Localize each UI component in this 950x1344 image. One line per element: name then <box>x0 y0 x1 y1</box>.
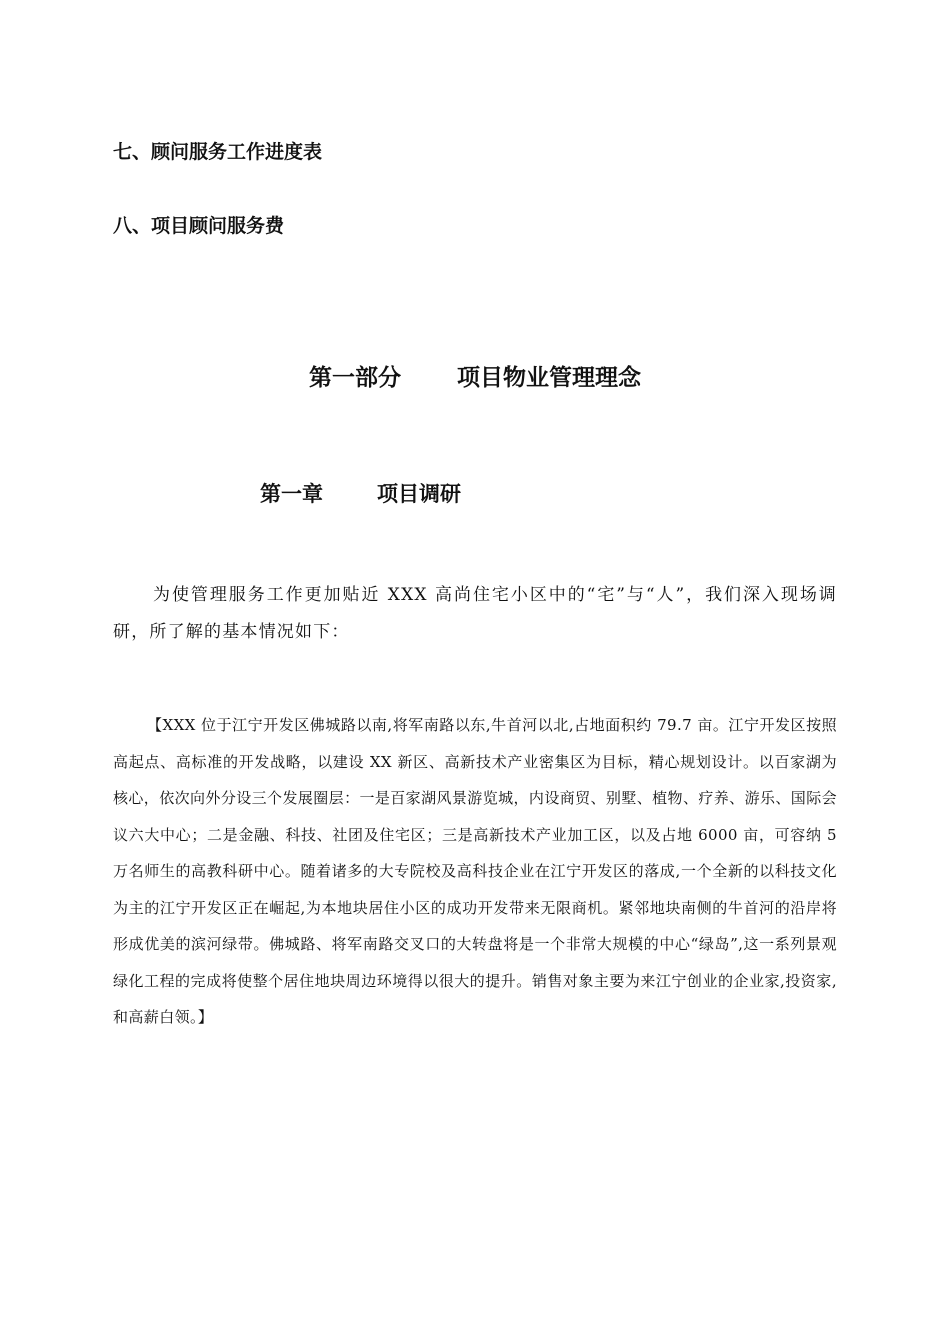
chapter-number: 第一章 <box>260 482 323 506</box>
chapter-heading <box>260 480 461 508</box>
chapter-title: 项目调研 <box>377 482 461 506</box>
intro-paragraph: 为使管理服务工作更加贴近 XXX 高尚住宅小区中的“宅”与“人”，我们深入现场调研，所了解的基本情况如下： <box>113 585 837 642</box>
part-heading <box>0 363 950 393</box>
toc-item-7: 七、顾问服务工作进度表 <box>113 141 323 163</box>
part-number: 第一部分 <box>309 365 401 391</box>
research-paragraph: 【XXX 位于江宁开发区佛城路以南,将军南路以东,牛首河以北,占地面积约 79.7 亩。江宁开发区按照高起点、高标准的开发战略，以建设 XX 新区、高新技术产业密集区为目标，精心规划设计。以百家湖为核心，依次向外分设三个发展圈层：一是百家湖风景游览城，内设商贸、别墅、植物、疗养、游乐、国际会议六大中心；二是金融、科技、社团及住宅区；三是高新技术产业加工区，以及占地 6000 亩，可容纳 5 万名师生的高教科研中心。随着诸多的大专院校及高科技企业在江宁开发区的落成,一个全新的以科技文化为主的江宁开发区正在崛起,为本地块居住小区的成功开发带来无限商机。紧邻地块南侧的牛首河的沿岸将形成优美的滨河绿带。佛城路、将军南路交叉口的大转盘将是一个非常大规模的中心“绿岛”,这一系列景观绿化工程的完成将使整个居住地块周边环境得以很大的提升。销售对象主要为来江宁创业的企业家,投资家,和高薪白领。】 <box>113 716 837 1026</box>
part-title: 项目物业管理理念 <box>457 365 641 391</box>
toc-item-8: 八、项目顾问服务费 <box>113 215 285 237</box>
